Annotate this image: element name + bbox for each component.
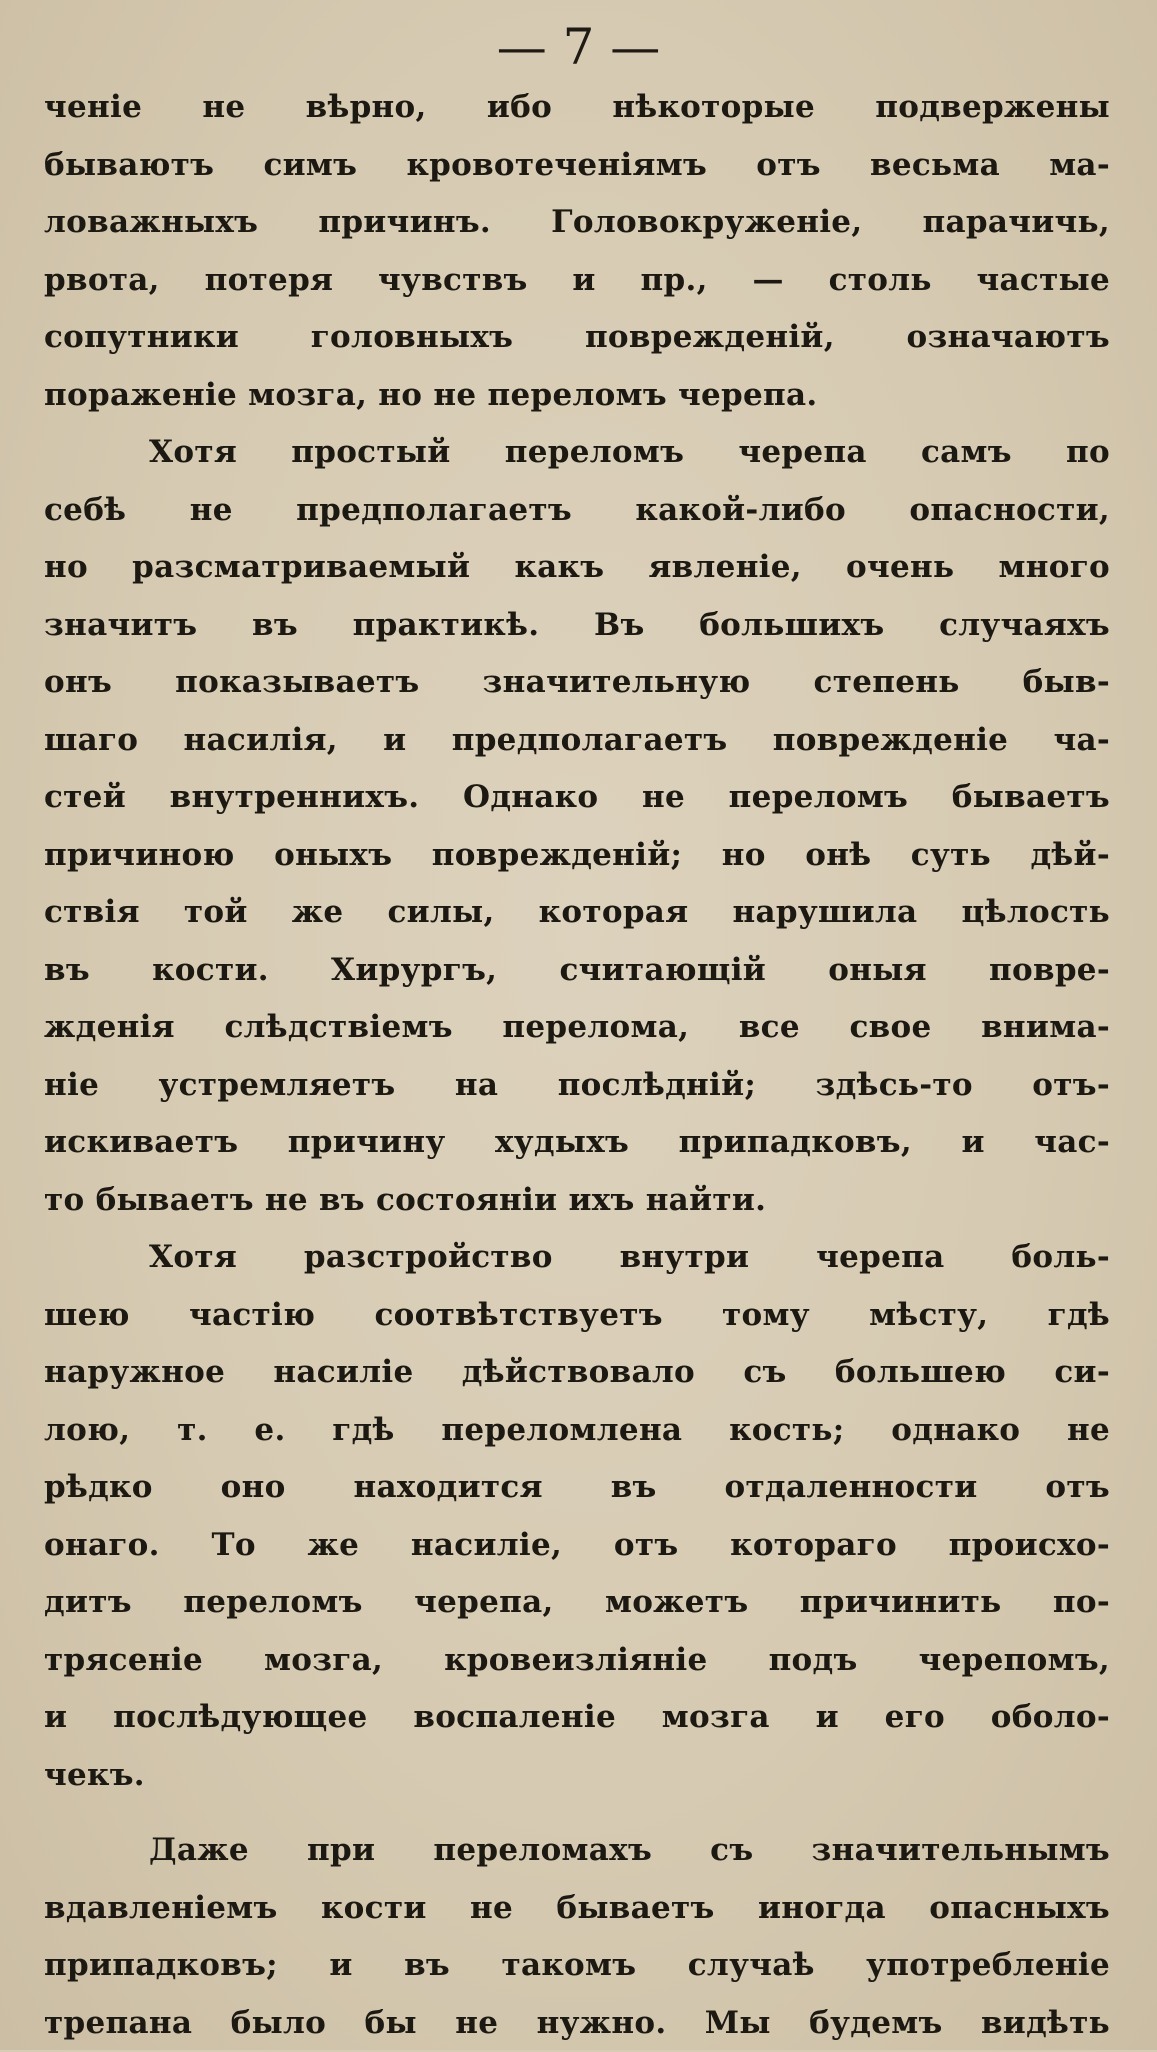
text-line: искиваетъ причину худыхъ припадковъ, и час- xyxy=(44,1114,1110,1172)
paragraph-gap xyxy=(44,1804,1110,1822)
text-line: жденія слѣдствіемъ перелома, все свое внима- xyxy=(44,999,1110,1057)
paragraph xyxy=(44,1822,1110,2052)
text-line: стей внутреннихъ. Однако не переломъ бываетъ xyxy=(44,769,1110,827)
text-line: сопутники головныхъ поврежденій, означаютъ xyxy=(44,309,1110,367)
page-number: — 7 — xyxy=(0,12,1157,82)
text-line: Хотя разстройство внутри черепа боль- xyxy=(44,1229,1110,1287)
text-line: чекъ. xyxy=(44,1747,1110,1805)
text-line: причиною оныхъ поврежденій; но онѣ суть дѣй- xyxy=(44,827,1110,885)
text-line: ченіе не вѣрно, ибо нѣкоторые подвержены xyxy=(44,79,1110,137)
text-line: но разсматриваемый какъ явленіе, очень много xyxy=(44,539,1110,597)
paragraph xyxy=(44,79,1110,424)
text-line: рѣдко оно находится въ отдаленности отъ xyxy=(44,1459,1110,1517)
text-line: бываютъ симъ кровотеченіямъ отъ весьма ма- xyxy=(44,137,1110,195)
text-line: лою, т. е. гдѣ переломлена кость; однако не xyxy=(44,1402,1110,1460)
text-line: онаго. То же насиліе, отъ котораго происхо- xyxy=(44,1517,1110,1575)
text-line: наружное насиліе дѣйствовало съ большею си- xyxy=(44,1344,1110,1402)
body-text xyxy=(44,79,1110,2052)
paragraph xyxy=(44,1229,1110,1804)
text-line: ловажныхъ причинъ. Головокруженіе, парачичь, xyxy=(44,194,1110,252)
text-line: пораженіе мозга, но не переломъ черепа. xyxy=(44,367,1110,425)
text-line: Хотя простый переломъ черепа самъ по xyxy=(44,424,1110,482)
text-line: дитъ переломъ черепа, можетъ причинить по- xyxy=(44,1574,1110,1632)
text-line: Даже при переломахъ съ значительнымъ xyxy=(44,1822,1110,1880)
text-line: въ кости. Хирургъ, считающій оныя повре- xyxy=(44,942,1110,1000)
text-line: то бываетъ не въ состояніи ихъ найти. xyxy=(44,1172,1110,1230)
text-line: и послѣдующее воспаленіе мозга и его оболо- xyxy=(44,1689,1110,1747)
text-line: припадковъ; и въ такомъ случаѣ употребленіе xyxy=(44,1937,1110,1995)
text-line: трясеніе мозга, кровеизліяніе подъ черепомъ, xyxy=(44,1632,1110,1690)
paragraph xyxy=(44,424,1110,1229)
text-line: ствія той же силы, которая нарушила цѣлость xyxy=(44,884,1110,942)
text-line: себѣ не предполагаетъ какой-либо опасности, xyxy=(44,482,1110,540)
text-line: онъ показываетъ значительную степень быв- xyxy=(44,654,1110,712)
text-line: шею частію соотвѣтствуетъ тому мѣсту, гдѣ xyxy=(44,1287,1110,1345)
text-line: шаго насилія, и предполагаетъ поврежденіе ча- xyxy=(44,712,1110,770)
text-line: вдавленіемъ кости не бываетъ иногда опасныхъ xyxy=(44,1880,1110,1938)
text-line: ніе устремляетъ на послѣдній; здѣсь-то отъ- xyxy=(44,1057,1110,1115)
text-line: значитъ въ практикѣ. Въ большихъ случаяхъ xyxy=(44,597,1110,655)
text-line: трепана было бы не нужно. Мы будемъ видѣть xyxy=(44,1995,1110,2052)
text-line: рвота, потеря чувствъ и пр., — столь частые xyxy=(44,252,1110,310)
